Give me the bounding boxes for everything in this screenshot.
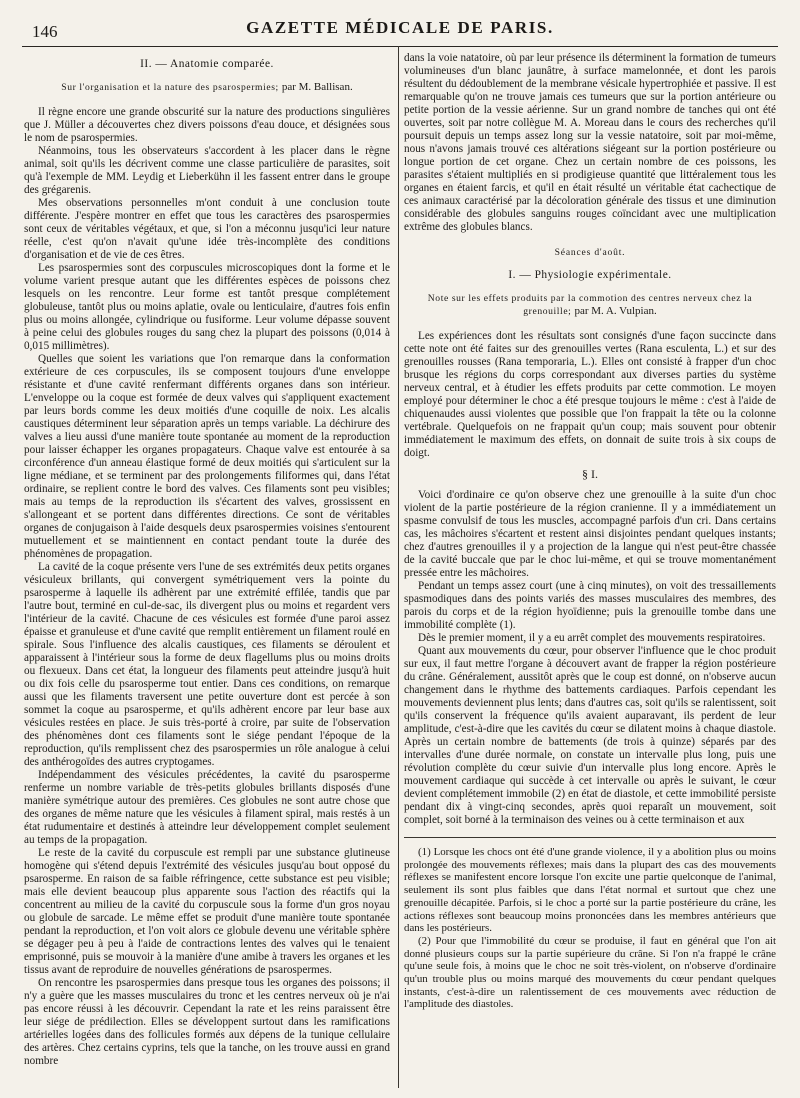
footnote: (1) Lorsque les chocs ont été d'une grande violence, il y a abolition plus ou moins prolongée des mouvements réflexes; mais dans la plupart des cas des mouvements réflexes se manifestent encore lorsque l'on excite une partie quelconque de l'animal, seulement ils sont plus faibles que dans l'état normal et surtout que chez une grenouille décapitée. Parfois, si le choc a porté sur la partie postérieure du crâne, les actions réflexes sont beaucoup moins prononcées dans les membres antérieurs que dans les postérieurs. [404, 846, 776, 935]
article-author: par M. Ballisan. [281, 81, 353, 93]
right-column [404, 52, 776, 1011]
paragraph: On rencontre les psarospermies dans presque tous les organes des poissons; il n'y a guère que les masses musculaires du tronc et les centres nerveux où je n'ai pas encore réussi à les découvrir. Cependant la rate et les reins paraissent être leur siége de prédilection. Elles se développent surtout dans les ramifications artérielles logées dans des follicules formés aux dépens de la tunique cellulaire des artères. Chez certains cyprins, tels que la tanche, on les trouve aussi en grand nombre [24, 977, 390, 1067]
article-author: par M. A. Vulpian. [574, 305, 657, 317]
paragraph: Pendant un temps assez court (une à cinq minutes), on voit des tressaillements spasmodiques dans des points variés des masses musculaires des membres, des parois du corps et de la région hyoïdienne; puis la grenouille tombe dans une immobilité complète (1). [404, 580, 776, 631]
footnote-rule [404, 837, 776, 838]
paragraph: Indépendamment des vésicules précédentes, la cavité du psarosperme renferme un nombre variable de très-petits globules brillants disposés d'une manière symétrique autour des premières. Ces globules ne sont autre chose que des organes de même nature que les vésicules à filament spiral, mais restés à un état rudumentaire et destinés à atteindre leur développement complet seulement au temps de la propagation. [24, 769, 390, 846]
paragraph: Le reste de la cavité du corpuscule est rempli par une substance glutineuse homogène qui s'étend depuis l'extrémité des vésicules jusqu'au bout opposé du psarosperme. En raison de sa faible réfringence, cette substance est peu visible; mais elle devient beaucoup plus apparente sous l'action des réactifs qui la concentrent au milieu de la cavité du corpuscule sous la forme d'un gros noyau ou globule de sarcade. Le même effet se produit d'une manière toute spontanée pendant la reproduction, et l'on voit alors ce globule devenu une véritable sphère se dégager peu à peu à l'aide de contractions lentes des valves qui le tenaient emprisonné, puis se mouvoir à la manière d'une amibe à travers les organes et les tissus avant de reproduire de nouvelles générations de psarospermes. [24, 847, 390, 976]
paragraph: Dès le premier moment, il y a eu arrêt complet des mouvements respiratoires. [418, 632, 766, 644]
seances-heading: Séances d'août. [554, 247, 626, 258]
section-heading: II. — Anatomie comparée. [140, 58, 274, 70]
article-subtitle [404, 292, 776, 318]
paragraph: La cavité de la coque présente vers l'une de ses extrémités deux petits organes vésiculeux brillants, qui convergent symétriquement vers la pointe du psarosperme à laquelle ils adhèrent par une extrémité effilée, tandis que par l'autre bout, terminé en cul-de-sac, ils divergent plus ou moins et regardent vers l'intérieur de la cavité. Chacune de ces vésicules est formée d'une paroi assez épaisse et granuleuse et d'une cavité que remplit entièrement un filament roulé en spirale. Sous l'influence des alcalis caustiques, ces filaments se déroulent et apparaissent à l'intérieur sous la forme de deux flagellums plus ou moins droits ou flexueux. Dans cet état, la longueur des filaments peut atteindre jusqu'à huit ou dix fois celle du psarosperme tout entier. Dans ces conditions, on remarque aussi que les filaments traversent une petite ouverture dont est percée à son sommet la coque au psarosperme, et qu'ils adhèrent encore par leur base aux vésicules restées en place. Je suis très-porté à croire, par suite de l'observation des phénomènes dont ces filaments sont le siége pendant l'époque de la reproduction, qu'ils remplissent chez des psarospermies un rôle analogue à celui des anthérogoïdes des autres cryptogames. [24, 561, 390, 768]
paragraph: Il règne encore une grande obscurité sur la nature des productions singulières que J. Müller a découvertes chez divers poissons d'eau douce, et désignées sous le nom de psarospermies. [24, 106, 390, 144]
paragraph: Quelles que soient les variations que l'on remarque dans la conformation extérieure de ces corpuscules, ils se composent toujours d'une enveloppe résistante et d'une cavité renfermant différents organes dans son intérieur. L'enveloppe ou la coque est formée de deux valves qui s'appliquent exactement par leurs bords comme les deux moitiés d'une coquille de noix. Les alcalis caustiques déterminent leur séparation après un temps variable. La déchirure des valves a lieu aussi d'une manière toute spontanée au moment de la reproduction pour laisser échapper les organes propagateurs. Chaque valve est entourée à sa circonférence d'un anneau élastique formé de deux moitiés qui s'articulent sur la ligne médiane, et se terminent par des prolongements filiformes qui, dans l'état ordinaire, se replient contre le bord des valves. Ces filaments sont peu visibles; mais au temps de la reproduction ils s'écartent des valves, grossissent en s'allongeant et se portent dans différentes directions. Ce sont de véritables organes de conjugaison à l'aide desquels deux psarospermies voisines s'entourent mutuellement et se maintiennent en contact pendant toute la durée des phénomènes de propagation. [24, 353, 390, 560]
paragraph: Quant aux mouvements du cœur, pour observer l'influence que le choc produit sur eux, il faut mettre l'organe à découvert avant de frapper la région postérieure du crâne. Généralement, aussitôt après que le coup est donné, on n'observe aucun changement dans le rhythme des battements cardiaques. Parfois cependant les mouvements deviennent plus lents; dans d'autres cas, soit qu'ils se ralentissent, soit qu'ils conservent la fréquence qu'ils avaient auparavant, ils perdent de leur amplitude, c'est-à-dire que les cavités du cœur se dilatent moins à chaque diastole. Après un certain nombre de battements (de trois à quinze) séparés par des intervalles d'une durée normale, on constate un intervalle plus long, puis une révolution complète du cœur suivie d'un intervalle plus long encore. Après le mouvement cardiaque qui succède à cet intervalle ou après le suivant, le cœur devient complétement immobile (2) en état de diastole, et cette immobilité persiste pendant dix à vingt-cinq secondes, après quoi reparaît un mouvement, soit complet, soit borné à la terminaison des veines ou à cette terminaison et aux [404, 645, 776, 826]
paragraph: Néanmoins, tous les observateurs s'accordent à les placer dans le règne animal, soit qu'ils les décrivent comme une classe particulière de parasites, soit qu'à l'exemple de MM. Leydig et Lieberkühn il les fassent entrer dans le groupe des grégarenis. [24, 145, 390, 196]
section-mark: § I. [582, 467, 598, 481]
paragraph: Les psarospermies sont des corpuscules microscopiques dont la forme et le volume varient presque autant que les différentes espèces de poissons chez lesquels on les rencontre. Leur forme est tantôt presque complétement globuleuse, tantôt plus ou moins aplatie, ovale ou lenticulaire, d'autres fois enfin plus ou moins allongée, cylindrique ou fusiforme. Leur volume dépasse souvent à peine celui des globules rouges du sang chez la plupart des poissons (0,014 à 0,015 millimètres). [24, 262, 390, 352]
article-subtitle-text: Note sur les effets produits par la commotion des centres nerveux chez la grenouille; [427, 293, 753, 317]
footnote: (2) Pour que l'immobilité du cœur se produise, il faut en général que l'on ait donné plusieurs coups sur la partie supérieure du crâne. Si l'on n'a frappé le crâne qu'une seule fois, à moins que le choc ne soit très-violent, on n'observe d'ordinaire qu'un trouble plus ou moins marqué des mouvements du cœur pendant quelques instants, c'est-à-dire un ralentissement de ces mouvements avec réduction de l'amplitude des diastoles. [404, 934, 776, 1011]
article-subtitle-text: Sur l'organisation et la nature des psarospermies; [61, 82, 279, 93]
page-header [22, 12, 778, 47]
section-heading: I. — Physiologie expérimentale. [508, 269, 672, 281]
column-rule [398, 46, 399, 1088]
running-title: GAZETTE MÉDICALE DE PARIS. [246, 18, 554, 37]
article-subtitle [24, 81, 390, 94]
left-column [24, 52, 390, 1068]
paragraph: dans la voie natatoire, où par leur présence ils déterminent la formation de tumeurs volumineuses d'un blanc jaunâtre, à surface mamelonnée, et dont les parois résultent du dédoublement de la membrane vésicale hypertrophiée et passive. Il est remarquable qu'on ne trouve jamais ces tumeurs que sur la portion antérieure ou petite portion de la vessie aérienne. Sur un grand nombre de tanches qui ont été ouvertes, soit par notre collègue M. A. Moreau dans le cours des recherches qu'il poursuit depuis un temps assez long sur la vessie natatoire, soit par moi-même, nous n'avons jamais trouvé ces altérations siégeant sur la portion postérieure ou longue portion de cet organe. Chez un certain nombre de ces poissons, les parasites s'étaient multipliés en si prodigieuse quantité que littéralement tous les organes en étaient farcis, et qu'il en était résulté un véritable état cachectique de ces animaux caractérisé par la décoloration générale des tissus et une diminution considérable des globules sanguins rouges coïncidant avec une multiplication extrême des globules blancs. [404, 52, 776, 233]
paragraph: Les expériences dont les résultats sont consignés d'une façon succincte dans cette note ont été faites sur des grenouilles vertes (Rana esculenta, L.) et sur des grenouilles rousses (Rana temporaria, L.). Elles ont consisté à frapper d'un choc brusque les régions du corps correspondant aux diverses parties du système nerveux central, et à étudier les effets produits par cette commotion. Le moyen employé pour déterminer le choc a été presque toujours le même : c'est à l'aide de chiquenaudes aussi violentes que possible que l'on frappait la tête ou la colonne vertébrale. Quelquefois on ne frappait qu'un coup; mais souvent pour obtenir immédiatement le maximum des effets, on donnait de suite trois à six coups de doigt. [404, 330, 776, 459]
paragraph: Mes observations personnelles m'ont conduit à une conclusion toute différente. J'espère montrer en effet que tous les caractères des psarospermies sont ceux de véritables végétaux, et que, si l'on a méconnu jusqu'ici leur nature réelle, c'est qu'on n'avait qu'une idée très-incomplète des conditions d'organisation et de vie de ces êtres. [24, 197, 390, 261]
page-number: 146 [32, 22, 58, 41]
paragraph: Voici d'ordinaire ce qu'on observe chez une grenouille à la suite d'un choc violent de la partie postérieure de la région cranienne. Il y a immédiatement un spasme convulsif de tous les muscles, accompagné parfois d'un cri. Dans certains cas, les mâchoires s'écartent et restent ainsi disjointes pendant quelques instants; chez d'autres grenouilles il y a projection de la langue qui n'est peut-être chassée de la cavité buccale que par le choc lui-même, et qui se trouve momentanément pressée entre les mâchoires. [404, 489, 776, 579]
